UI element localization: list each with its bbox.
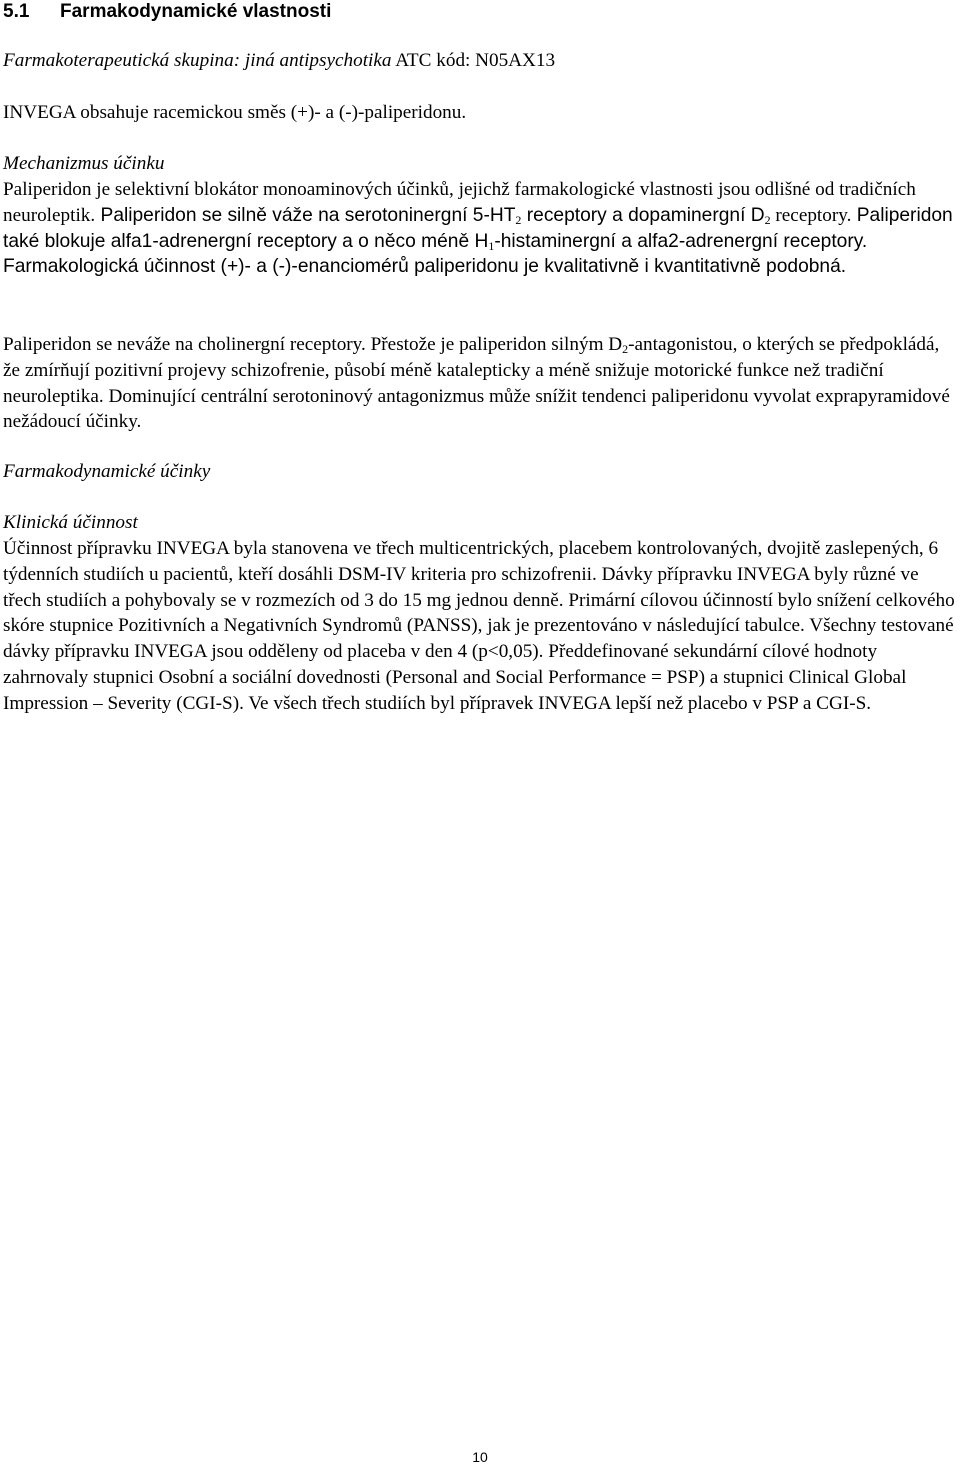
mechanism-text-b: Paliperidon se silně váže na serotoninergní 5-HT <box>95 204 516 226</box>
cholinergic-text-d: Dominující centrální serotoninový antagonizmus může snížit tendenci paliperidonu vyvolat exprapyramidové nežádoucí účinky. <box>3 385 950 433</box>
subscript: 2 <box>622 342 629 356</box>
efficacy-title: Klinická účinnost <box>3 512 138 533</box>
mechanism-text-g: Farmakologická účinnost (+)- a (-)-enanciomérů paliperidonu je kvalitativně i kvantitativně podobná. <box>3 256 847 278</box>
mechanism-text-a: Paliperidon je selektivní blokátor monoaminových účinků, jejichž farmakologické vlastnosti jsou odlišné od tradičních neuroleptik. <box>3 179 916 226</box>
mechanism-title: Mechanizmus účinku <box>3 153 165 174</box>
mechanism-paragraph <box>3 177 958 280</box>
subscript: 1 <box>488 238 495 253</box>
page-number: 10 <box>472 1449 488 1465</box>
pharmacotherapeutic-group <box>3 48 958 74</box>
mechanism-text-e: Paliperidon také blokuje alfa1-adrenergní receptory a o něco méně H <box>3 204 953 252</box>
section-number: 5.1 <box>3 1 30 22</box>
section-heading <box>3 0 958 24</box>
intro-paragraph: INVEGA obsahuje racemickou směs (+)- a (-)-paliperidonu. <box>3 102 467 123</box>
cholinergic-text-a: Paliperidon se neváže na cholinergní receptory. <box>3 334 366 355</box>
section-title: Farmakodynamické vlastnosti <box>60 1 332 22</box>
cholinergic-paragraph <box>3 332 958 435</box>
cholinergic-text-b: Přestože je paliperidon silným D <box>365 334 623 355</box>
effects-title: Farmakodynamické účinky <box>3 461 211 482</box>
mechanism-text-f: -histaminergní a alfa2-adrenergní receptory. <box>494 230 868 252</box>
atc-code: ATC kód: N05AX13 <box>391 50 556 71</box>
efficacy-paragraph: Účinnost přípravku INVEGA byla stanovena ve třech multicentrických, placebem kontrolovaných, dvojitě zaslepených, 6 týdenních studiích u pacientů, kteří dosáhli DSM-IV kriteria pro schizofrenii. Dávky přípravku INVEGA byly různé ve třech studiích a pohybovaly se v rozmezích od 3 do 15 mg jednou denně. Primární cílovou účinností bylo snížení celkového skóre stupnice Pozitivních a Negativních Syndromů (PANSS), jak je prezentováno v následující tabulce. Všechny testované dávky přípravku INVEGA jsou odděleny od placeba v den 4 (p<0,05). Předdefinované sekundární cílové hodnoty zahrnovaly stupnici Osobní a sociální dovednosti (Personal and Social Performance = PSP) a stupnici Clinical Global Impression – Severity (CGI-S). Ve všech třech studiích byl přípravek INVEGA lepší než placebo v PSP a CGI-S. <box>3 538 955 714</box>
cholinergic-text-c: -antagonistou, o kterých se předpokládá, že zmírňují pozitivní projevy schizofrenie, působí méně katalepticky a méně snižuje motorické funkce než tradiční neuroleptika. <box>3 334 940 407</box>
subscript: 2 <box>515 212 522 227</box>
mechanism-text-c: receptory a dopaminergní D <box>521 204 765 226</box>
mechanism-text-d: receptory. <box>770 204 852 226</box>
subscript: 2 <box>764 212 771 227</box>
group-label: Farmakoterapeutická skupina: jiná antipsychotika <box>3 50 392 71</box>
